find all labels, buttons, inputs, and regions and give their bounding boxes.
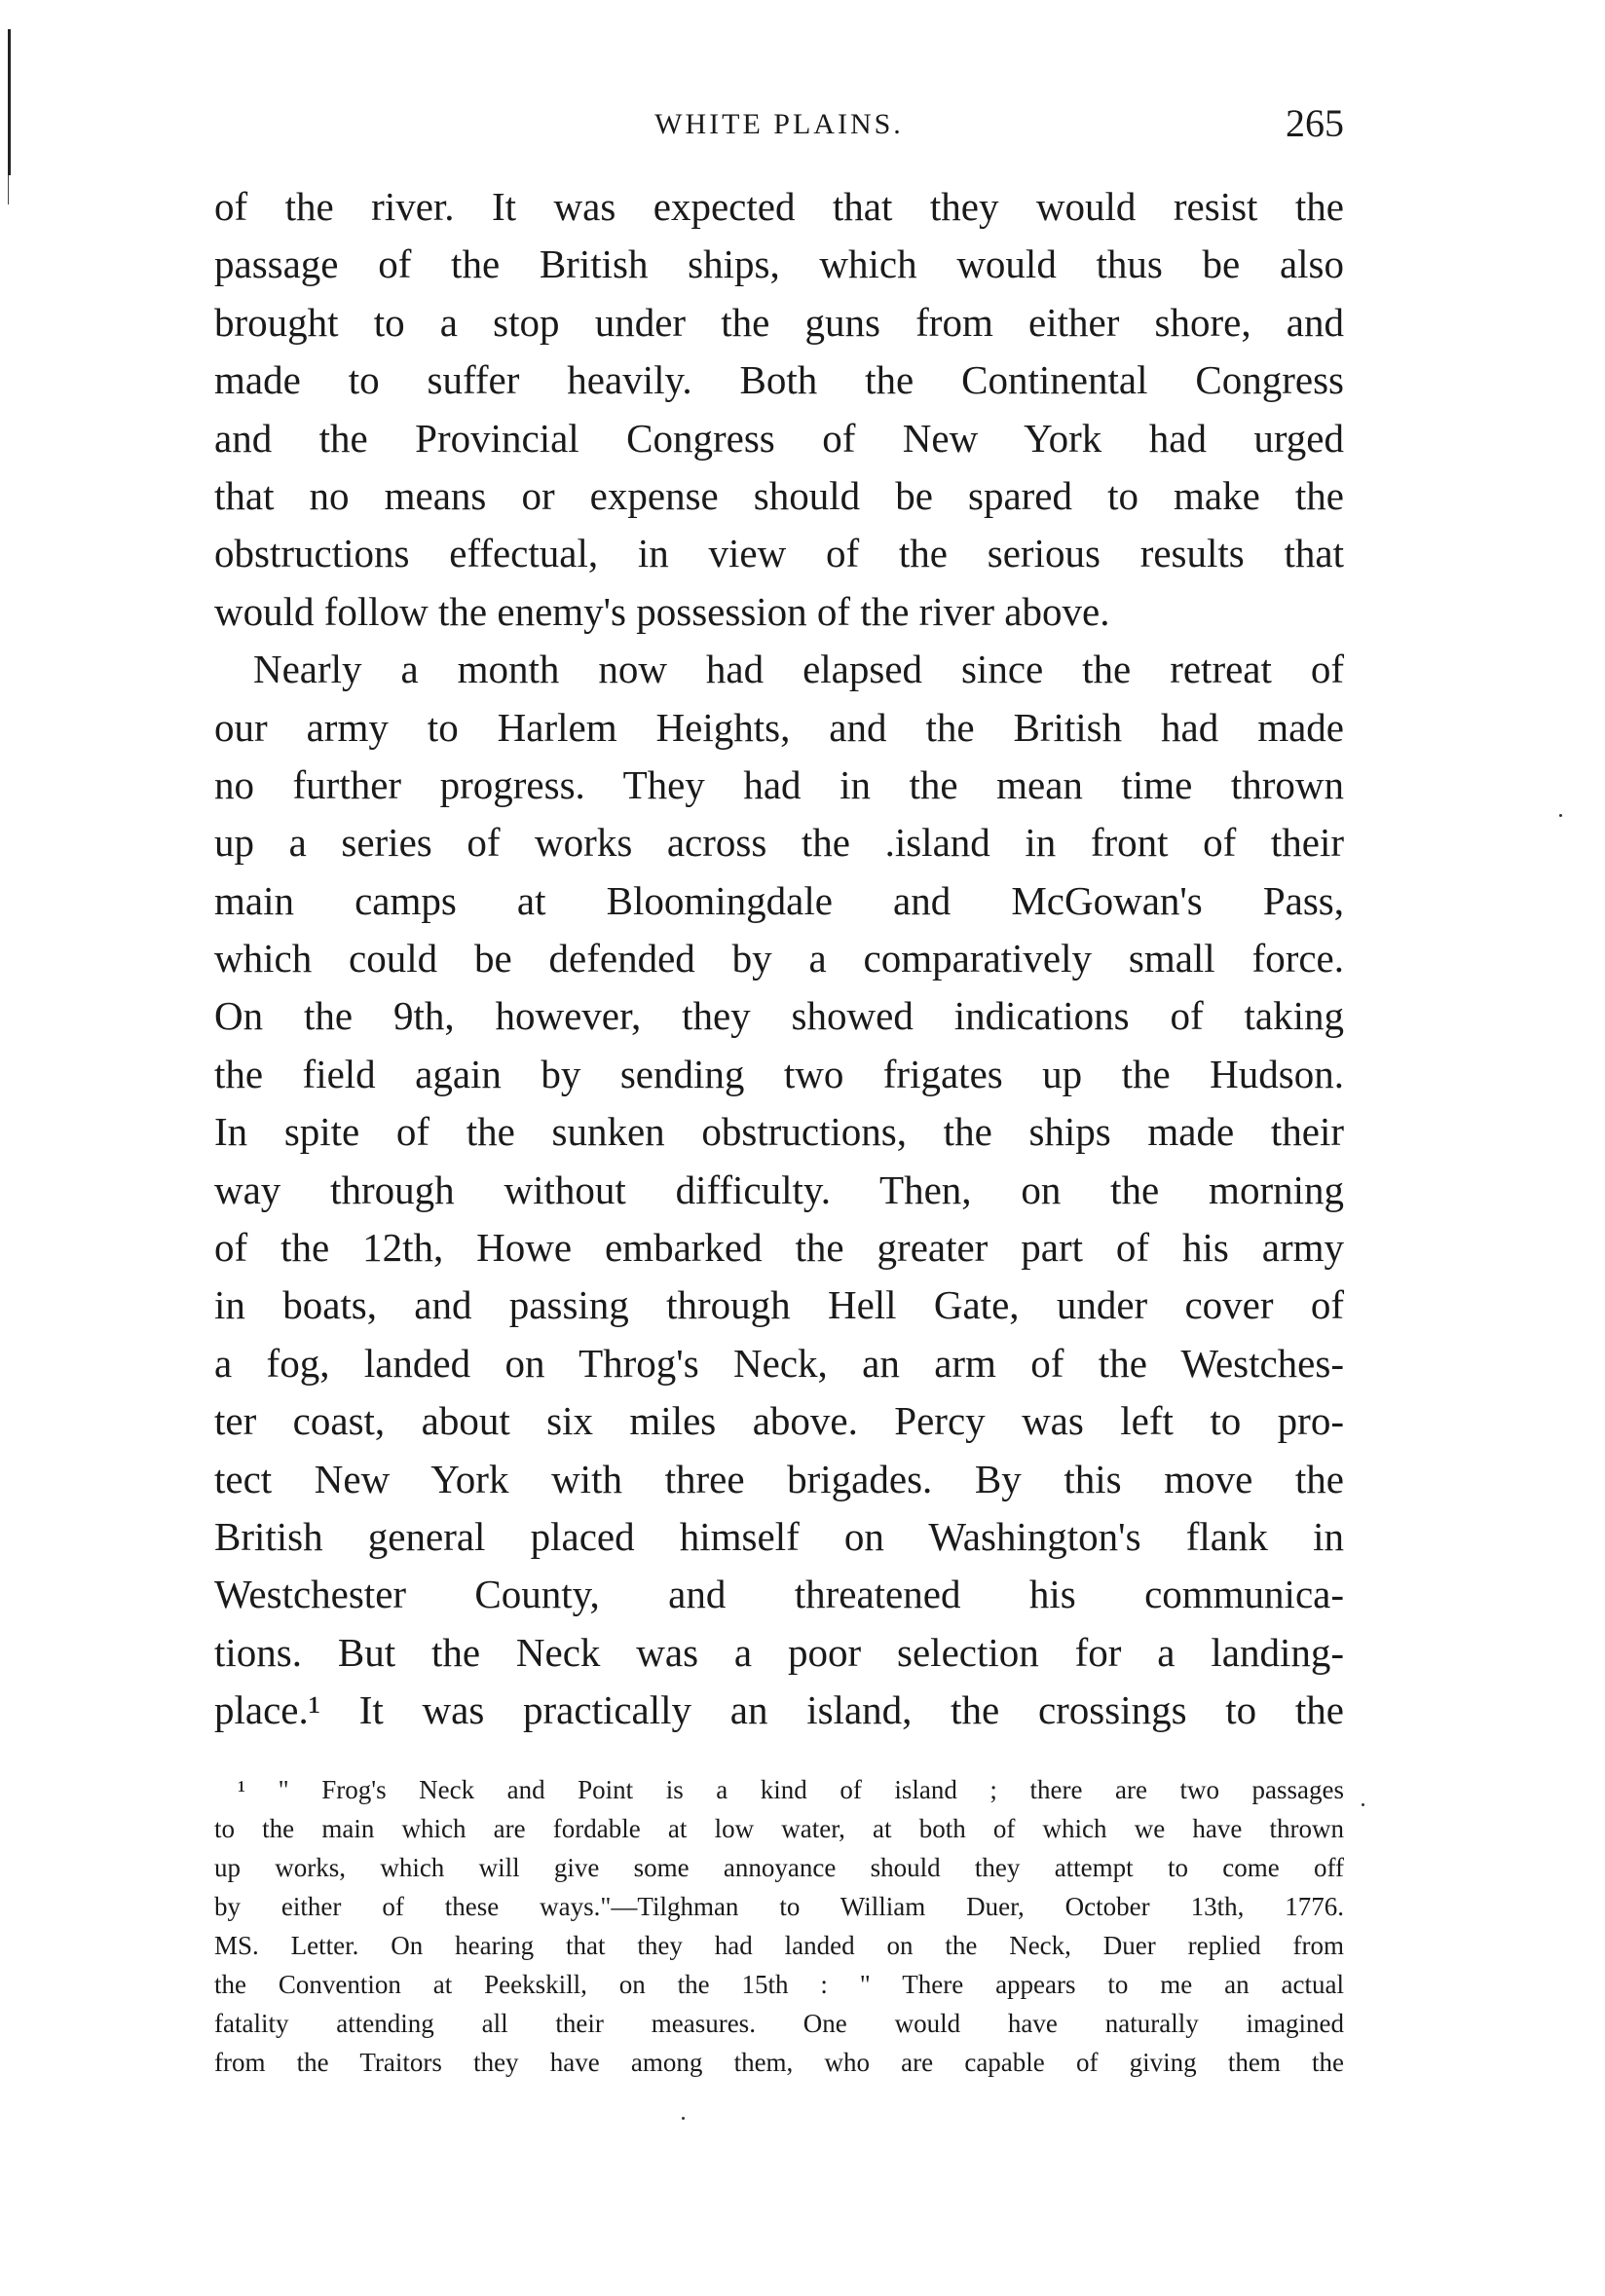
body-line: and the Provincial Congress of New York had urged [214,415,1344,461]
body-line: of the river. It was expected that they would resist the [214,184,1344,229]
body-line: made to suffer heavily. Both the Continental Congress [214,357,1344,403]
footnote-line: to the main which are fordable at low water, at both of which we have thrown [214,1814,1344,1843]
scan-edge-mark-thin [8,175,9,204]
body-line: our army to Harlem Heights, and the British had made [214,704,1344,750]
body-line: which could be defended by a comparatively small force. [214,936,1344,981]
body-line: in boats, and passing through Hell Gate, under cover of [214,1282,1344,1328]
body-line: way through without difficulty. Then, on the morning [214,1167,1344,1212]
footnotes [214,1770,1344,2082]
body-line: brought to a stop under the guns from either shore, and [214,299,1344,345]
footnote-line: from the Traitors they have among them, who are capable of giving them the [214,2048,1344,2077]
page-number: 265 [1286,101,1344,145]
body-line: of the 12th, Howe embarked the greater part of his army [214,1225,1344,1271]
body-line: British general placed himself on Washington's flank in [214,1513,1344,1559]
footnote-line: fatality attending all their measures. One would have naturally imagined [214,2009,1344,2038]
body-line: no further progress. They had in the mean time thrown [214,761,1344,807]
body-line: tions. But the Neck was a poor selection for a landing- [214,1629,1344,1675]
footnote-line: MS. Letter. On hearing that they had landed on the Neck, Duer replied from [214,1931,1344,1960]
book-page [214,0,1344,2296]
body-line: ter coast, about six miles above. Percy was left to pro- [214,1398,1344,1444]
scan-speck [1559,814,1562,817]
body-line: would follow the enemy's possession of the river above. [214,588,1110,634]
body-line: obstructions effectual, in view of the serious results that [214,531,1344,576]
body-line: the field again by sending two frigates up the Hudson. [214,1051,1344,1096]
body-line: place.¹ It was practically an island, the crossings to the [214,1687,1344,1733]
scan-speck [1362,1803,1364,1806]
body-line: On the 9th, however, they showed indications of taking [214,993,1344,1039]
running-title: WHITE PLAINS. [654,108,904,140]
body-line: main camps at Bloomingdale and McGowan's Pass, [214,877,1344,923]
footnote-line: ¹ " Frog's Neck and Point is a kind of island ; there are two passages [238,1775,1344,1804]
body-line: passage of the British ships, which would thus be also [214,241,1344,287]
body-line: Nearly a month now had elapsed since the retreat of [253,647,1344,692]
footnote-line: up works, which will give some annoyance should they attempt to come off [214,1853,1344,1882]
body-line: that no means or expense should be spared to make the [214,472,1344,518]
body-text [214,178,1344,1740]
body-line: tect New York with three brigades. By this move the [214,1456,1344,1501]
body-line: up a series of works across the .island in front of their [214,820,1344,866]
body-line: a fog, landed on Throg's Neck, an arm of the Westches- [214,1340,1344,1386]
scan-edge-mark [8,29,11,175]
running-head [214,100,1344,149]
footnote-line: by either of these ways."—Tilghman to William Duer, October 13th, 1776. [214,1892,1344,1921]
body-line: In spite of the sunken obstructions, the ships made their [214,1109,1344,1155]
footnote-line: the Convention at Peekskill, on the 15th : " There appears to me an actual [214,1970,1344,1999]
body-line: Westchester County, and threatened his communica- [214,1572,1344,1617]
